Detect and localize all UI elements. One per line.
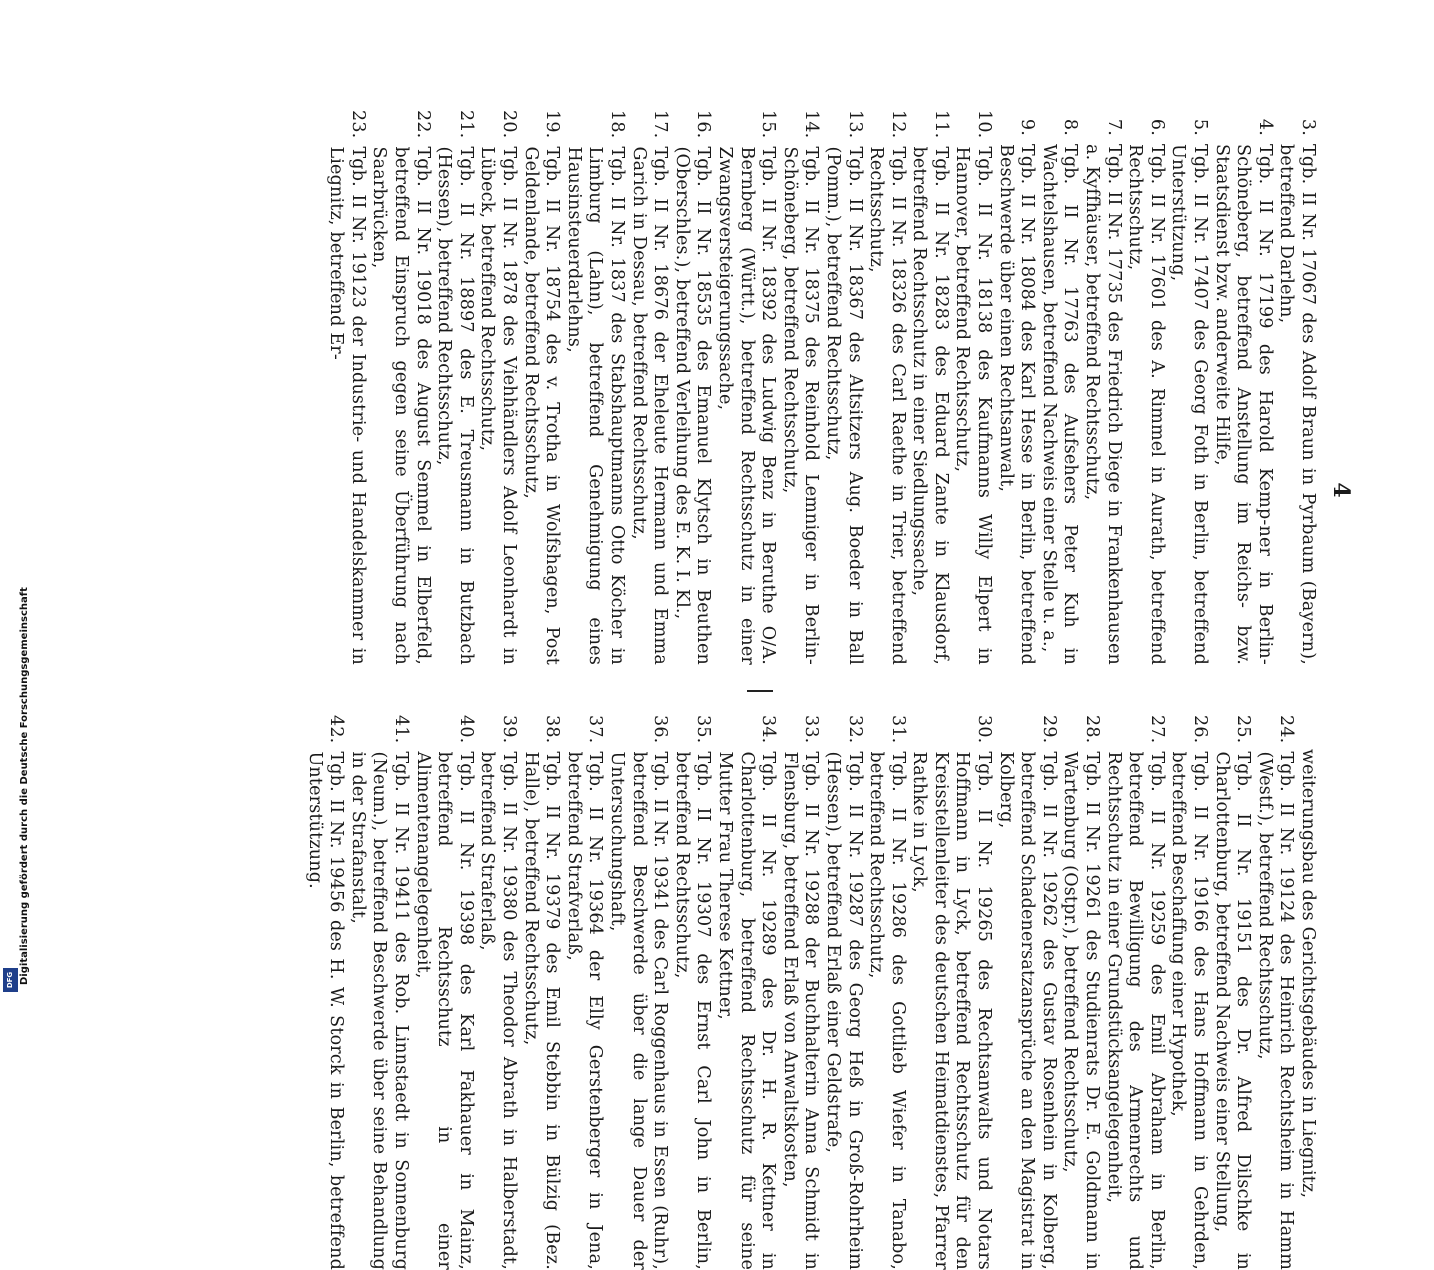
list-entry — [562, 715, 605, 1270]
entry-number: 23. — [347, 110, 368, 139]
rotated-text-block — [158, 110, 1354, 1270]
entry-text: Tgb. II Nr. 18392 des Ludwig Benz in Beruthe O/A. Bernberg (Württ.), betreffend Rechtsschutz in einer Zwangsversteigerungssache, — [714, 146, 779, 665]
entry-number: 36. — [650, 715, 671, 744]
entry-text: Tgb. II Nr. 18754 des v. Trotha in Wolfshagen, Post Geldenlande, betreffend Rechtsschutz, — [520, 146, 563, 665]
list-entry — [778, 110, 821, 665]
list-entry — [713, 110, 778, 665]
list-entry — [411, 715, 476, 1270]
entry-number: 42. — [326, 715, 347, 744]
entry-text: Tgb. II Nr. 17407 des Georg Foth in Berlin, betreffend Unterstützung, — [1168, 144, 1211, 665]
list-entry — [368, 110, 433, 665]
list-entry — [951, 110, 994, 665]
entry-number: 7. — [1103, 118, 1124, 136]
entry-text: Tgb. II Nr. 19166 des Hans Hoffmann in Gehrden, betreffend Beschaffung einer Hypothek, — [1168, 751, 1211, 1270]
list-entry — [821, 110, 864, 665]
entry-text: Tgb. II Nr. 1878 des Viehhändlers Adolf Leonhardt in Lübeck, betreffend Rechtsschutz, — [477, 146, 520, 665]
entry-number: 3. — [1298, 118, 1318, 136]
list-entry — [1037, 110, 1080, 665]
list-entry — [519, 110, 562, 665]
list-entry — [476, 715, 519, 1270]
entry-number: 29. — [1038, 715, 1059, 744]
entry-number: 19. — [542, 110, 563, 139]
entry-number: 8. — [1060, 118, 1081, 136]
list-entry — [1275, 110, 1318, 665]
entry-number: 18. — [607, 110, 627, 139]
entry-number: 17. — [650, 110, 671, 139]
footer-text: Digitalisierung gefördert durch die Deutsche Forschungsgemeinschaft — [19, 587, 30, 985]
entry-number: 39. — [499, 715, 520, 744]
entry-number: 15. — [758, 110, 779, 139]
entry-number: 11. — [930, 110, 951, 139]
entry-number: 32. — [844, 715, 865, 744]
list-entry — [778, 715, 821, 1270]
entry-number: 12. — [887, 110, 908, 139]
list-entry — [519, 715, 562, 1270]
entry-text: Tgb. II Nr. 19261 des Studienrats Dr. E. Goldmann in Wartenburg (Ostpr.), betreffend Rechtsschutz, — [1060, 751, 1103, 1270]
entry-number: 41. — [391, 715, 412, 744]
list-entry — [325, 110, 368, 665]
entry-text: Tgb. II Nr. 19411 des Rob. Linnstaedt in Sonnenburg (Neum.), betreffend Beschwerde über seine Behandlung in der Strafanstalt, — [347, 751, 412, 1270]
list-entry — [821, 715, 864, 1270]
list-entry — [433, 110, 476, 665]
entry-text: Tgb. II Nr. 19018 des August Semmel in Elberfeld, betreffend Einspruch gegen seine Überführung nach Saarbrücken, — [369, 146, 433, 665]
list-entry — [670, 715, 713, 1270]
entry-text: Tgb. II Nr. 17067 des Adolf Braun in Pyrbaum (Bayern), betreffend Darlehn, — [1276, 144, 1318, 665]
entry-text: weiterungsbau des Gerichtsgebäudes in Liegnitz, — [1298, 749, 1318, 1199]
entry-text: Tgb. II Nr. 18375 des Reinhold Lemniger in Berlin-Schöneberg, betreffend Rechtsschutz, — [779, 146, 822, 665]
entry-number: 34. — [758, 715, 779, 744]
entry-text: Tgb. II Nr. 19288 der Buchhalterin Anna Schmidt in Flensburg, betreffend Erlaß von Anwaltskosten, — [779, 751, 822, 1270]
list-entry — [476, 110, 519, 665]
entry-text: Tgb. II Nr. 17601 des A. Rimmel in Aurath, betreffend Rechtsschutz, — [1125, 144, 1167, 665]
list-entry — [1102, 715, 1167, 1270]
entry-text: Tgb. II Nr. 19289 des Dr. H. R. Kettner in Charlottenburg, betreffend Rechtsschutz für seine Mutter Frau Therese Kettner, — [714, 751, 779, 1270]
list-entry — [1210, 110, 1275, 665]
entry-number: 4. — [1254, 118, 1275, 136]
entry-text: Tgb. II Nr. 19287 des Georg Heß in Groß-Rohrheim (Hessen), betreffend Erlaß einer Geldstrafe, — [822, 751, 865, 1270]
entry-text: Tgb. II Nr. 18897 des E. Treusmann in Butzbach (Hessen), betreffend Rechtsschutz, — [434, 146, 476, 665]
entry-text: Tgb. II Nr. 1837 des Stabshauptmanns Otto Köcher in Limburg (Lahn), betreffend Genehmigung eines Hausinsteuerdarlehns, — [563, 146, 627, 665]
entry-text: Tgb. II Nr. 18084 des Karl Hesse in Berlin, betreffend Beschwerde über einen Rechtsanwalt, — [995, 144, 1038, 665]
list-entry — [1296, 715, 1318, 1270]
entry-number: 37. — [585, 715, 606, 744]
entry-text: Tgb. II Nr. 18283 des Eduard Zante in Klausdorf, betreffend Rechtsschutz in einer Siedlungssache, — [909, 146, 951, 665]
entry-number: 25. — [1233, 715, 1254, 744]
entry-text: Tgb. II Nr. 19265 des Rechtsanwalts und Notars Hoffmann in Lyck, betreffend Rechtsschutz für den Kreisstellenleiter des deutschen Heimatdienstes, Pfarrer Rathke in Lyck, — [909, 751, 995, 1270]
entry-number: 13. — [844, 110, 865, 139]
list-entry — [346, 715, 411, 1270]
left-column — [325, 110, 1318, 665]
entry-number: 21. — [455, 110, 476, 139]
list-entry — [994, 110, 1037, 665]
entry-number: 22. — [412, 110, 433, 139]
list-entry — [865, 715, 908, 1270]
list-entry — [1124, 110, 1167, 665]
list-entry — [1167, 715, 1210, 1270]
entry-text: Tgb. II Nr. 19262 des Gustav Rosenhein in Kolberg, betreffend Schadenersatzansprüche an den Magistrat in Kolberg, — [995, 751, 1059, 1270]
entry-text: Tgb. II Nr. 18535 des Emanuel Klytsch in Beuthen (Oberschles.), betreffend Verleihung des E. K. I. Kl., — [671, 146, 714, 665]
entry-text: Tgb. II Nr. 18367 des Altsitzers Aug. Boeder in Ball (Pomm.), betreffend Rechtsschutz, — [822, 146, 865, 665]
entry-number: 30. — [974, 715, 995, 744]
list-entry — [303, 715, 346, 1270]
list-entry — [605, 715, 670, 1270]
right-column — [303, 715, 1318, 1270]
entry-number: 6. — [1146, 118, 1167, 136]
column-divider — [747, 690, 773, 692]
entry-text: Tgb. II Nr. 18138 des Kaufmanns Willy Elpert in Hannover, betreffend Rechtsschutz, — [952, 146, 995, 665]
entry-number: 16. — [693, 110, 714, 139]
entry-text: Tgb. II Nr. 19380 des Theodor Abrath in Halberstadt, betreffend Straferlaß, — [477, 751, 520, 1270]
list-entry — [713, 715, 778, 1270]
entry-text: Tgb. II Nr. 18676 der Eheleute Hermann und Emma Garich in Dessau, betreffend Rechtsschutz, — [628, 146, 671, 665]
entry-text: Tgb. II Nr. 19341 des Carl Roggenhaus in Essen (Ruhr), betreffend Beschwerde über die lange Dauer der Untersuchungshaft, — [607, 751, 671, 1270]
page-number: 4 — [1328, 482, 1354, 498]
entry-number: 33. — [801, 715, 822, 744]
list-entry — [994, 715, 1059, 1270]
list-entry — [1210, 715, 1253, 1270]
entry-text: Tgb. II Nr. 17763 des Aufsehers Peter Kuh in Wachtelshausen, betreffend Nachweis einer Stelle u. a., — [1038, 144, 1081, 665]
entry-number: 31. — [887, 715, 908, 744]
list-entry — [908, 715, 994, 1270]
entry-text: Tgb. II Nr. 19151 des Dr. Alfred Dilschke in Charlottenburg, betreffend Nachweis einer Stellung, — [1211, 751, 1254, 1270]
entry-number: 26. — [1190, 715, 1211, 744]
entry-number: 27. — [1146, 715, 1167, 744]
entry-text: Tgb. II Nr. 19398 des Karl Fakhauer in Mainz, betreffend Rechtsschutz in einer Alimentenangelegenheit, — [412, 751, 476, 1270]
dfg-logo: DFG — [3, 968, 18, 992]
entry-number: 38. — [542, 715, 563, 744]
entry-text: Tgb. II Nr. 17199 des Harold Kemp-ner in Berlin-Schöneberg, betreffend Anstellung im Reichs- bzw. Staatsdienst bzw. anderweite Hilfe, — [1211, 144, 1275, 665]
entry-number: 14. — [801, 110, 822, 139]
entry-number — [1296, 715, 1318, 749]
entry-text: Tgb. II Nr. 19259 des Emil Abraham in Berlin, betreffend Bewilligung des Armenrechts und Rechtsschutz in einer Grundstücksangelegenheit, — [1103, 751, 1167, 1270]
entry-number: 10. — [974, 110, 995, 139]
entry-number: 35. — [693, 715, 714, 744]
entry-text: Tgb. II Nr. 19307 des Ernst Carl John in Berlin, betreffend Rechtsschutz, — [671, 751, 714, 1270]
entry-number: 5. — [1190, 118, 1211, 136]
list-entry — [562, 110, 627, 665]
list-entry — [1080, 110, 1123, 665]
entry-text: Tgb. II Nr. 19123 der Industrie- und Handelskammer in Liegnitz, betreffend Er- — [326, 146, 368, 665]
list-entry — [1059, 715, 1102, 1270]
list-entry — [627, 110, 670, 665]
entry-number: 24. — [1276, 715, 1297, 744]
list-entry — [1167, 110, 1210, 665]
list-entry — [1253, 715, 1296, 1270]
entry-text: Tgb. II Nr. 19456 des H. W. Storck in Berlin, betreffend Unterstützung. — [304, 751, 347, 1270]
entry-text: Tgb. II Nr. 19364 der Elly Gerstenberger in Jena, betreffend Strafverlaß, — [563, 751, 606, 1270]
entry-number: 28. — [1082, 715, 1103, 744]
list-entry — [865, 110, 908, 665]
list-entry — [670, 110, 713, 665]
entry-text: Tgb. II Nr. 19286 des Gottlieb Wiefer in Tanabo, betreffend Rechtsschutz, — [866, 751, 908, 1270]
entry-text: Tgb. II Nr. 18326 des Carl Raethe in Trier, betreffend Rechtsschutz, — [866, 146, 908, 665]
entry-text: Tgb. II Nr. 19379 des Emil Stebbin in Bülzig (Bez. Halle), betreffend Rechtsschutz, — [520, 751, 563, 1270]
entry-number: 40. — [455, 715, 476, 744]
entry-number: 20. — [499, 110, 520, 139]
entry-text: Tgb. II Nr. 17735 des Friedrich Diege in Frankenhausen a. Kyffhäuser, betreffend Rechtsschutz, — [1082, 144, 1124, 665]
digitization-footer — [0, 0, 30, 1000]
entry-text: Tgb. II Nr. 19124 des Heinrich Rechtsheim in Hamm (Westf.), betreffend Rechtsschutz, — [1254, 751, 1297, 1270]
list-entry — [908, 110, 951, 665]
entry-number: 9. — [1017, 118, 1038, 136]
